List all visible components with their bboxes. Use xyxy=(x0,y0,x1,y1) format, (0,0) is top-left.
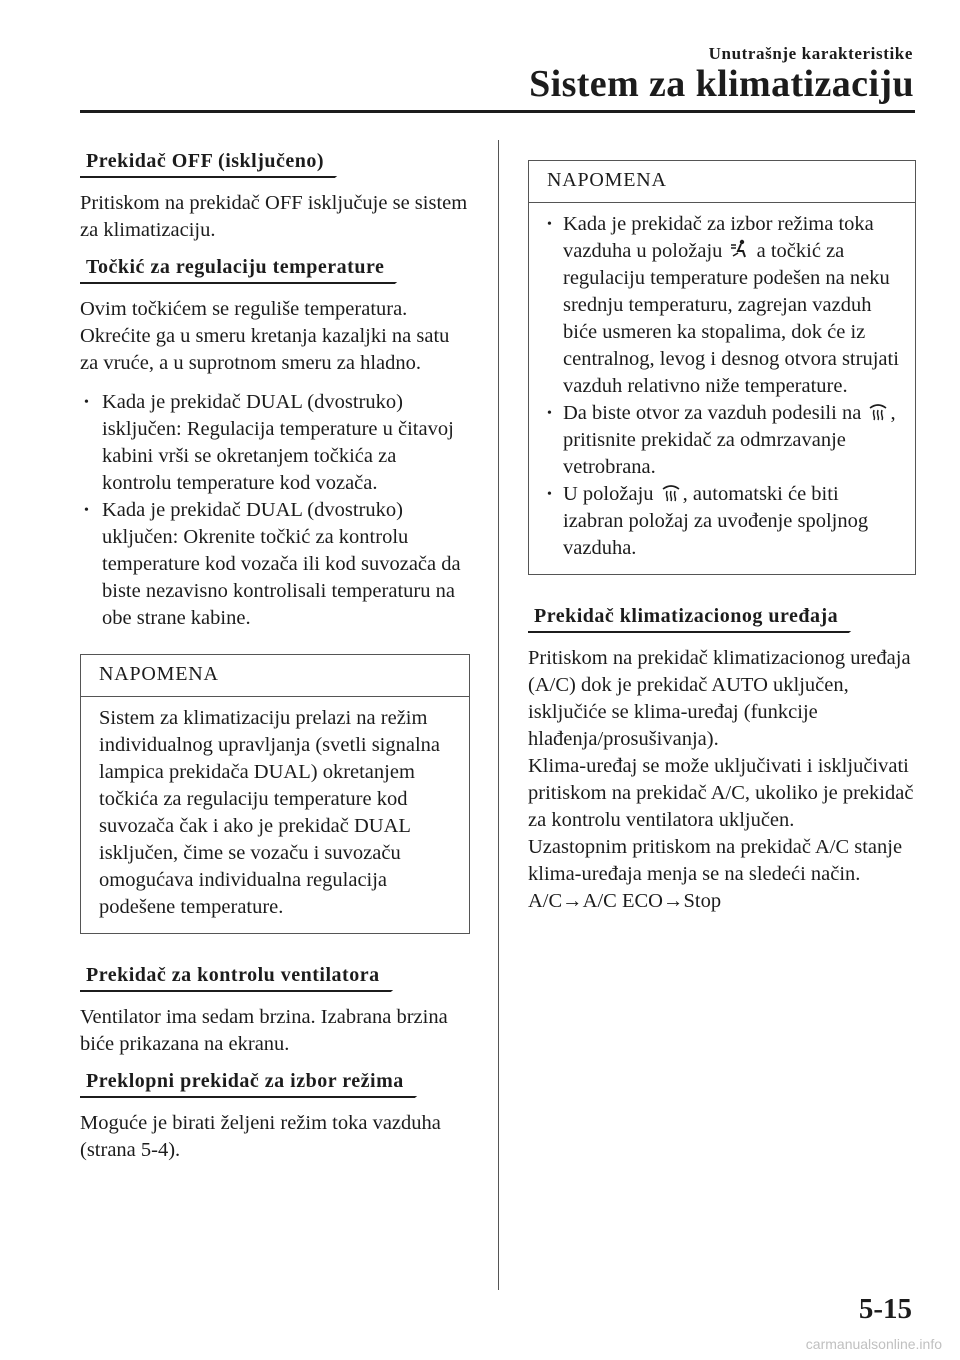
temperature-dial-text: Ovim točkićem se reguliše temperatura. Okrećite ga u smeru kretanja kazaljki na satu za vruće, a u suprotnom smeru za hladno. xyxy=(80,298,450,374)
header-rule xyxy=(80,110,915,113)
list-item: • Kada je prekidač DUAL (dvostruko) isključen: Regulacija temperature u čitavoj kabini vrši se okretanjem točkića za kontrolu temperature kod vozača. xyxy=(80,389,470,497)
note-text: Sistem za klimatizaciju prelazi na režim individualnog upravljanja (svetli signalna lampica prekidača DUAL) okretanjem točkića za regulaciju temperature kod suvozača čak i ako je prekidač DUAL isključen, čime se vozaču i suvozaču omogućava individualna regulacija podešene temperature. xyxy=(99,707,441,918)
fan-control-text: Ventilator ima sedam brzina. Izabrana brzina biće prikazana na ekranu. xyxy=(80,1006,448,1055)
note-box xyxy=(80,654,470,934)
right-column xyxy=(528,160,916,927)
off-switch-heading: Prekidač OFF (isključeno) xyxy=(80,150,328,178)
note-box xyxy=(528,160,916,575)
temperature-dial-heading: Točkić za regulaciju temperature xyxy=(80,256,388,284)
vent-floor-icon xyxy=(730,239,750,259)
list-item: • Da biste otvor za vazduh podesili na , pritisnite prekidač za odmrzavanje vetrobrana. xyxy=(547,400,899,481)
temperature-bullet-list xyxy=(80,389,470,632)
note-label: NAPOMENA xyxy=(529,161,915,203)
page-number: 5-15 xyxy=(858,1293,912,1325)
mode-selector-heading: Preklopni prekidač za izbor režima xyxy=(80,1070,408,1098)
list-item: • Kada je prekidač za izbor režima toka vazduha u položaju a točkić za regulaciju temperature podešen na neku srednju temperaturu, zagrejan vazduh biće usmeren ka stopalima, dok će iz centralnog, levog i desnog otvora strujati vazduh relativno niže temperature. xyxy=(547,211,899,400)
fan-control-heading: Prekidač za kontrolu ventilatora xyxy=(80,964,384,992)
watermark: carmanualsonline.info xyxy=(805,1336,942,1352)
note-bullet-list xyxy=(547,211,899,562)
left-column xyxy=(80,150,470,1176)
ac-switch-heading: Prekidač klimatizacionog uređaja xyxy=(528,605,842,633)
windshield-defrost-icon xyxy=(661,482,681,502)
list-item: • Kada je prekidač DUAL (dvostruko) uključen: Okrenite točkić za kontrolu temperature kod vozača ili kod suvozača da biste nezavisno kontrolisali temperaturu na obe strane kabine. xyxy=(80,497,470,632)
ac-text-2: Klima-uređaj se može uključivati i isključivati pritiskom na prekidač A/C, ukoliko je prekidač za kontrolu ventilatora uključen. xyxy=(528,755,914,831)
off-switch-text: Pritiskom na prekidač OFF isključuje se sistem za klimatizaciju. xyxy=(80,192,468,241)
column-divider xyxy=(498,140,499,1290)
windshield-defrost-icon xyxy=(868,401,888,421)
page-title: Sistem za klimatizaciju xyxy=(529,63,914,105)
ac-text-3: Uzastopnim pritiskom na prekidač A/C stanje klima-uređaja menja se na sledeći način. xyxy=(528,836,903,885)
mode-selector-text: Moguće je birati željeni režim toka vazduha (strana 5-4). xyxy=(80,1112,441,1161)
header-section-label: Unutrašnje karakteristike xyxy=(708,44,913,63)
note-label: NAPOMENA xyxy=(81,655,469,697)
ac-text-1: Pritiskom na prekidač klimatizacionog uređaja (A/C) dok je prekidač AUTO uključen, isključiće se klima-uređaj (funkcije hlađenja/prosušivanja). xyxy=(528,647,911,750)
ac-sequence: A/C→A/C ECO→Stop xyxy=(528,890,722,912)
list-item: • U položaju , automatski će biti izabran položaj za uvođenje spoljnog vazduha. xyxy=(547,481,899,562)
